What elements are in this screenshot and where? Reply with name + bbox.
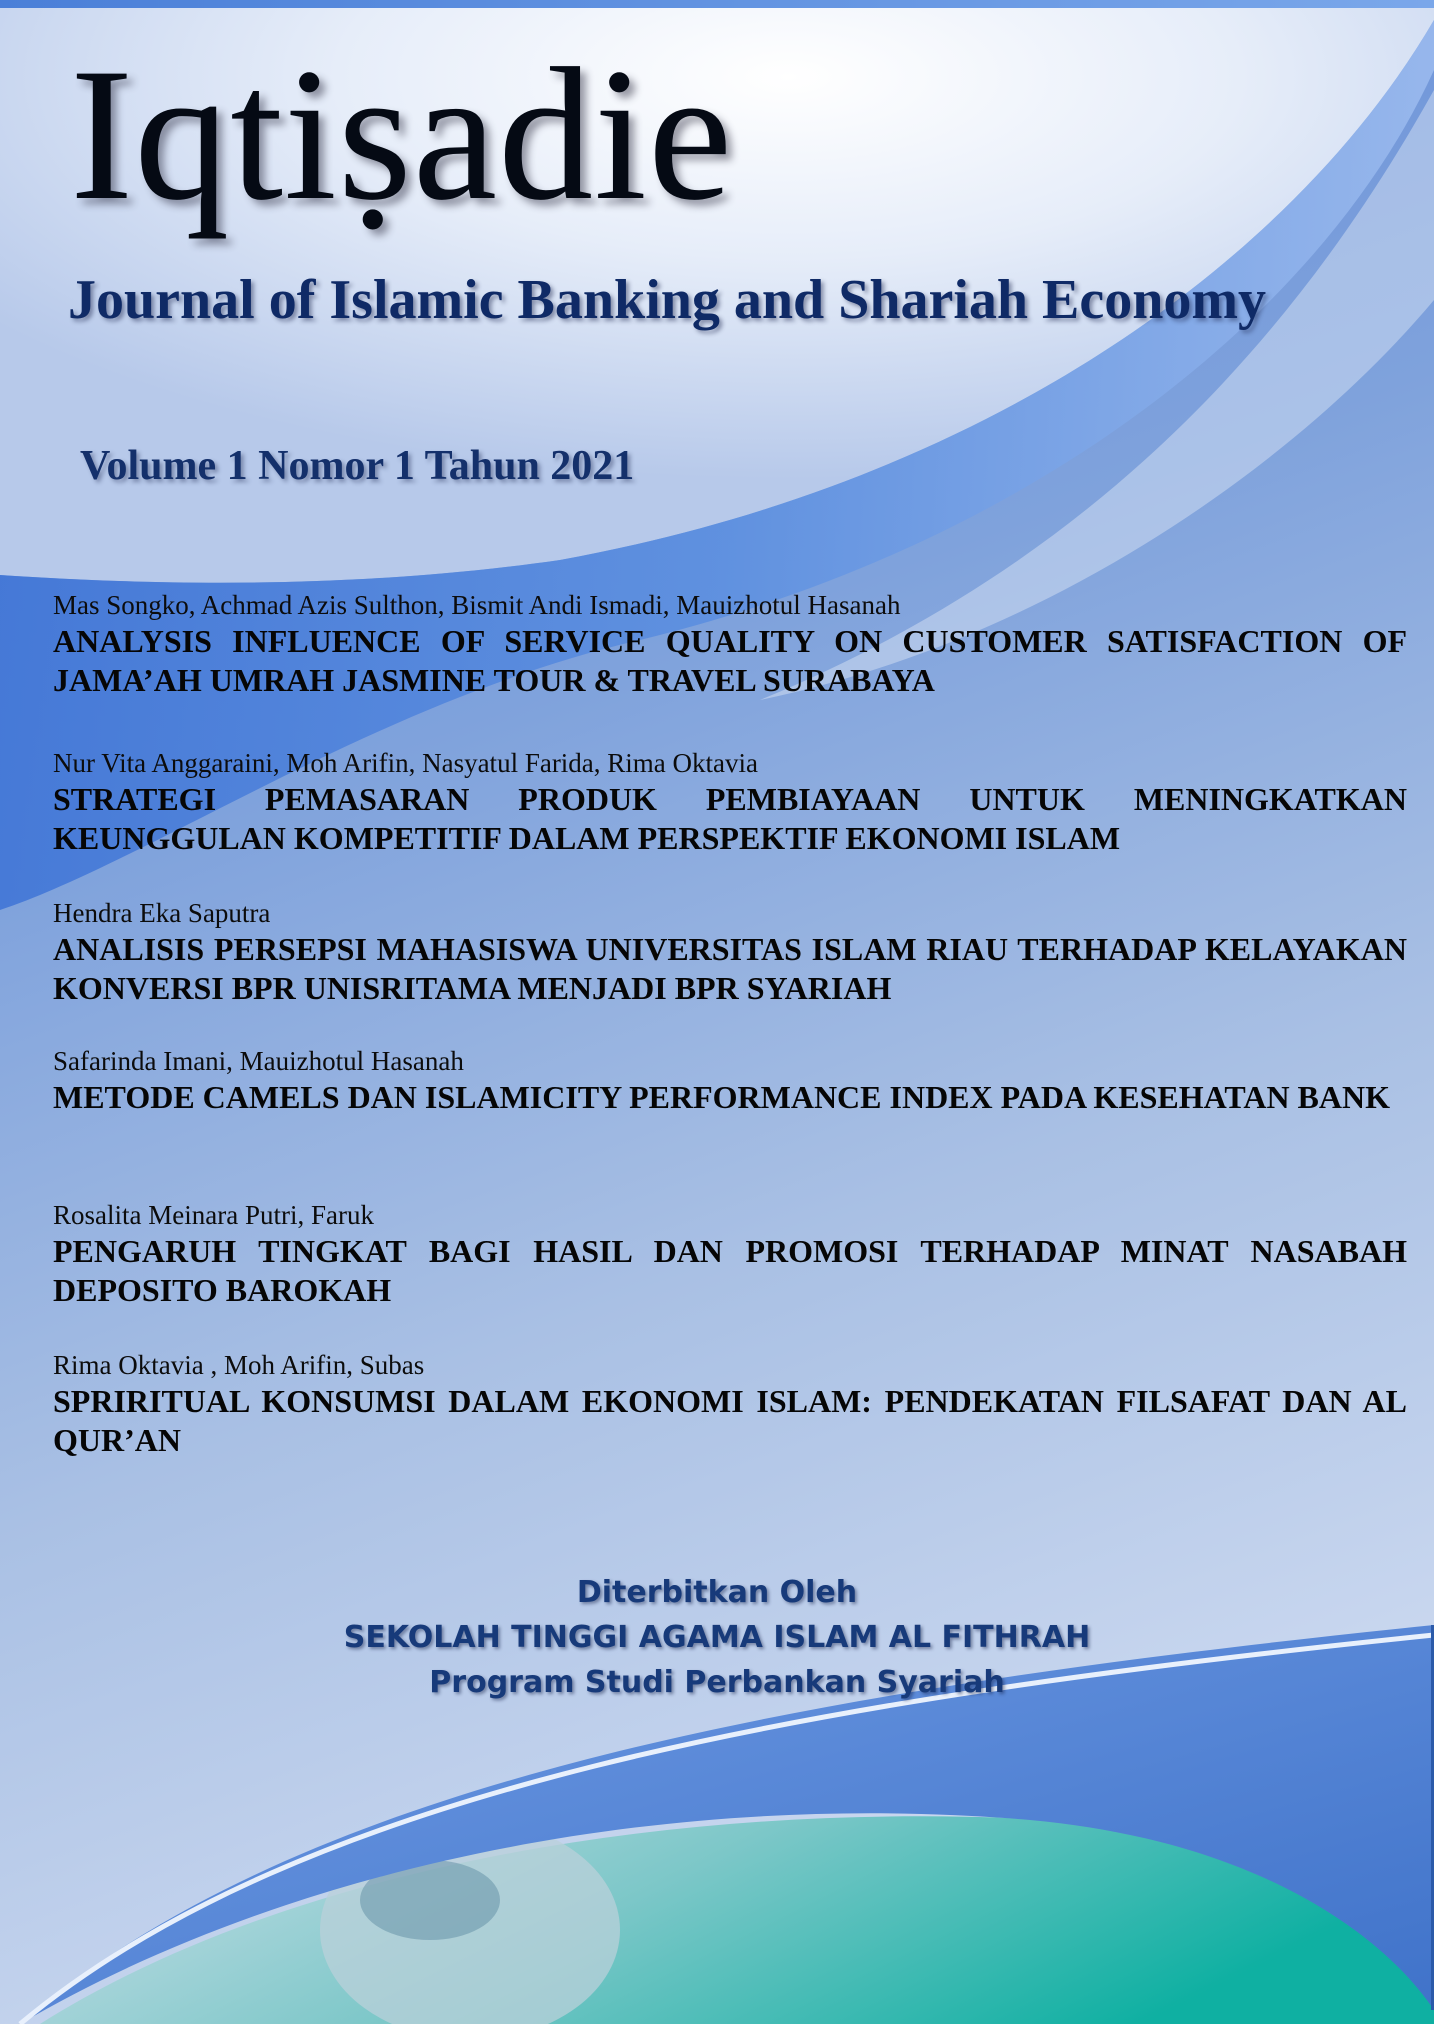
article-authors: Nur Vita Anggaraini, Moh Arifin, Nasyatul Farida, Rima Oktavia (53, 748, 759, 778)
article-entry (53, 898, 1407, 1046)
article-list (53, 590, 1407, 1460)
journal-title: Iqtiṣadie (70, 30, 734, 240)
article-authors: Hendra Eka Saputra (53, 898, 271, 928)
article-authors: Rosalita Meinara Putri, Faruk (53, 1200, 374, 1230)
article-title: STRATEGI PEMASARAN PRODUK PEMBIAYAAN UNTUK MENINGKATKAN KEUNGGULAN KOMPETITIF DALAM PERSPEKTIF EKONOMI ISLAM (53, 781, 1407, 856)
volume-info: Volume 1 Nomor 1 Tahun 2021 (80, 443, 635, 489)
article-title: ANALYSIS INFLUENCE OF SERVICE QUALITY ON CUSTOMER SATISFACTION OF JAMA’AH UMRAH JASMINE TOUR & TRAVEL SURABAYA (53, 623, 1407, 698)
journal-subtitle: Journal of Islamic Banking and Shariah Economy (68, 269, 1267, 331)
publisher-label: Diterbitkan Oleh (576, 1575, 858, 1610)
article-entry (53, 748, 1407, 898)
article-entry (53, 1200, 1407, 1350)
article-authors: Safarinda Imani, Mauizhotul Hasanah (53, 1046, 464, 1076)
article-entry (53, 590, 1407, 748)
article-authors: Rima Oktavia , Moh Arifin, Subas (53, 1350, 425, 1380)
article-authors: Mas Songko, Achmad Azis Sulthon, Bismit Andi Ismadi, Mauizhotul Hasanah (53, 590, 901, 620)
article-entry (53, 1046, 1407, 1200)
article-title: PENGARUH TINGKAT BAGI HASIL DAN PROMOSI TERHADAP MINAT NASABAH DEPOSITO BAROKAH (53, 1233, 1407, 1308)
article-entry (53, 1350, 1407, 1460)
publisher-institution: SEKOLAH TINGGI AGAMA ISLAM AL FITHRAH (343, 1620, 1091, 1655)
article-title: METODE CAMELS DAN ISLAMICITY PERFORMANCE INDEX PADA KESEHATAN BANK (53, 1079, 1390, 1115)
publisher-block (0, 1570, 1434, 1705)
publisher-program: Program Studi Perbankan Syariah (429, 1665, 1005, 1700)
article-title: ANALISIS PERSEPSI MAHASISWA UNIVERSITAS ISLAM RIAU TERHADAP KELAYAKAN KONVERSI BPR UNISRITAMA MENJADI BPR SYARIAH (53, 931, 1407, 1006)
article-title: SPRIRITUAL KONSUMSI DALAM EKONOMI ISLAM: PENDEKATAN FILSAFAT DAN AL QUR’AN (53, 1383, 1407, 1458)
